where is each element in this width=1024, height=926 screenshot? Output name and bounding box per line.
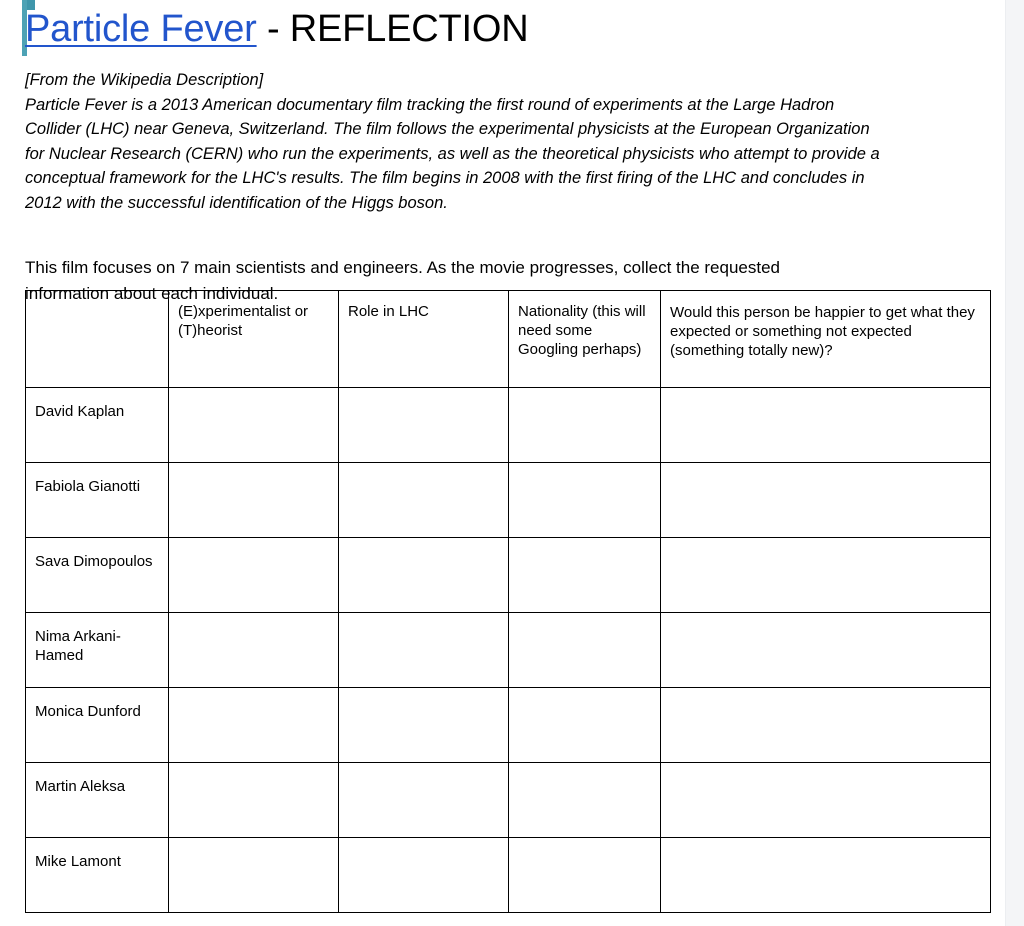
table-header-row <box>26 291 991 388</box>
cell-nationality[interactable] <box>509 763 661 838</box>
cell-experimentalist-or-theorist[interactable] <box>169 688 339 763</box>
cell-role-in-lhc[interactable] <box>339 838 509 913</box>
cell-experimentalist-or-theorist[interactable] <box>169 388 339 463</box>
cell-person-name: Martin Aleksa <box>26 763 169 838</box>
cell-person-name: Nima Arkani-Hamed <box>26 613 169 688</box>
cell-role-in-lhc[interactable] <box>339 538 509 613</box>
cell-person-name: Monica Dunford <box>26 688 169 763</box>
cell-role-in-lhc[interactable] <box>339 388 509 463</box>
cell-nationality[interactable] <box>509 838 661 913</box>
cell-nationality[interactable] <box>509 688 661 763</box>
cell-role-in-lhc[interactable] <box>339 613 509 688</box>
cell-person-name: Sava Dimopoulos <box>26 538 169 613</box>
scientists-table <box>25 290 991 913</box>
cell-experimentalist-or-theorist[interactable] <box>169 613 339 688</box>
cell-nationality[interactable] <box>509 463 661 538</box>
cell-person-name: David Kaplan <box>26 388 169 463</box>
cell-experimentalist-or-theorist[interactable] <box>169 538 339 613</box>
header-cell-nationality: Nationality (this will need some Googling perhaps) <box>509 291 661 388</box>
table-row <box>26 538 991 613</box>
cell-expectation[interactable] <box>661 838 991 913</box>
cell-expectation[interactable] <box>661 463 991 538</box>
page-title <box>25 5 528 53</box>
cell-nationality[interactable] <box>509 388 661 463</box>
table-row <box>26 463 991 538</box>
table-row <box>26 763 991 838</box>
cell-expectation[interactable] <box>661 688 991 763</box>
table-row <box>26 838 991 913</box>
page-gutter <box>1005 0 1024 926</box>
table-row <box>26 613 991 688</box>
cell-experimentalist-or-theorist[interactable] <box>169 463 339 538</box>
cell-person-name: Mike Lamont <box>26 838 169 913</box>
cell-nationality[interactable] <box>509 613 661 688</box>
table-row <box>26 688 991 763</box>
wikipedia-description-text: Particle Fever is a 2013 American documentary film tracking the first round of experiments at the Large Hadron Collider (LHC) near Geneva, Switzerland. The film follows the experimental physicists at the European Organization for Nuclear Research (CERN) who run the experiments, as well as the theoretical physicists who attempt to provide a conceptual framework for the LHC's results. The film begins in 2008 with the first firing of the LHC and concludes in 2012 with the successful identification of the Higgs boson. <box>25 95 880 212</box>
header-cell-experimentalist-or-theorist: (E)xperimentalist or (T)heorist <box>169 291 339 388</box>
cell-expectation[interactable] <box>661 538 991 613</box>
cell-person-name: Fabiola Gianotti <box>26 463 169 538</box>
cell-role-in-lhc[interactable] <box>339 688 509 763</box>
wikipedia-source-note: [From the Wikipedia Description] <box>25 71 264 89</box>
header-cell-expectation: Would this person be happier to get what they expected or something not expected (something totally new)? <box>661 291 991 388</box>
header-cell-name <box>26 291 169 388</box>
page-title-suffix: - REFLECTION <box>256 8 529 50</box>
cell-experimentalist-or-theorist[interactable] <box>169 838 339 913</box>
cell-expectation[interactable] <box>661 763 991 838</box>
instruction-paragraph: This film focuses on 7 main scientists and engineers. As the movie progresses, collect the requested information about each individual. <box>25 258 780 303</box>
wikipedia-description-block <box>25 68 880 216</box>
header-cell-role-in-lhc: Role in LHC <box>339 291 509 388</box>
cell-nationality[interactable] <box>509 538 661 613</box>
cell-expectation[interactable] <box>661 388 991 463</box>
cell-role-in-lhc[interactable] <box>339 463 509 538</box>
cell-experimentalist-or-theorist[interactable] <box>169 763 339 838</box>
particle-fever-link[interactable]: Particle Fever <box>25 8 257 50</box>
cell-role-in-lhc[interactable] <box>339 763 509 838</box>
table-row <box>26 388 991 463</box>
cell-expectation[interactable] <box>661 613 991 688</box>
